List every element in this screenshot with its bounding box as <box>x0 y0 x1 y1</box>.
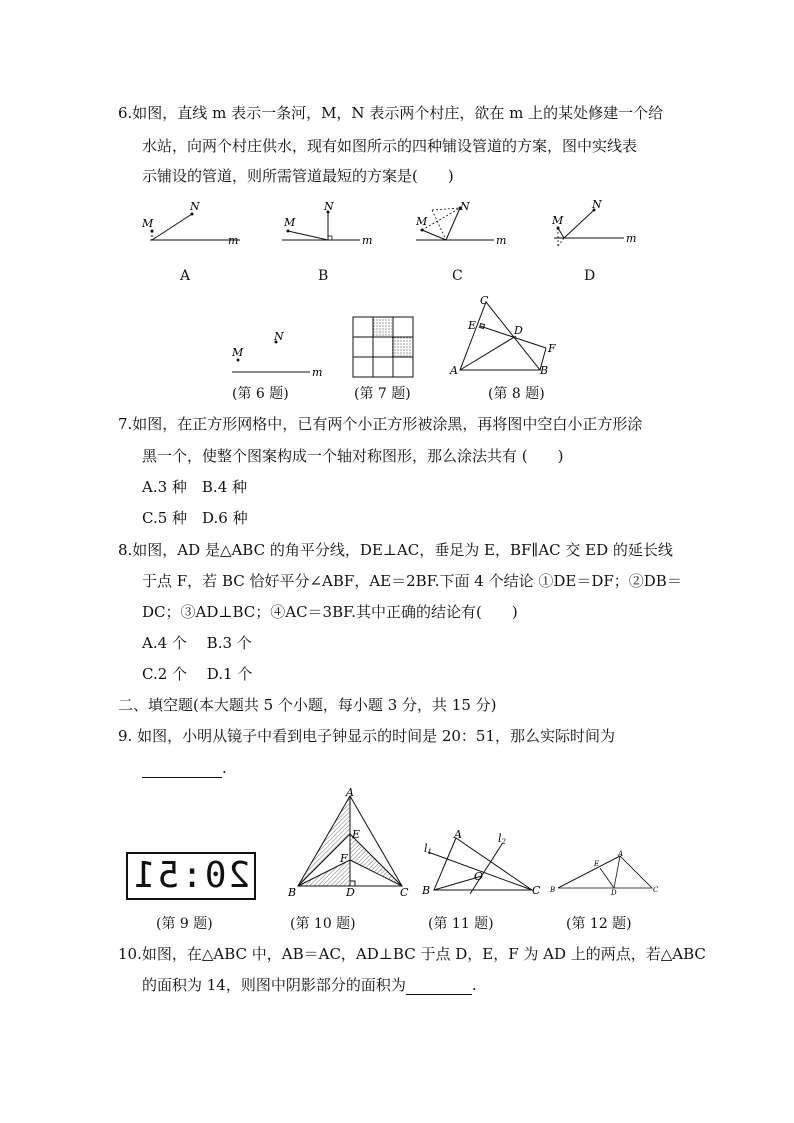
q8-options-1: A.4 个 B.3 个 <box>142 634 252 652</box>
caption-fig9: (第 9 题) <box>156 916 213 932</box>
q6-option-a: A <box>180 268 191 284</box>
q6-option-c: C <box>452 268 463 284</box>
label-B: B <box>540 364 549 377</box>
label-m: m <box>496 234 507 247</box>
caption-fig7: (第 7 题) <box>354 386 411 402</box>
q7-options-1: A.3 种 B.4 种 <box>142 478 248 496</box>
q6-figure-b <box>278 198 388 248</box>
label-m: m <box>362 234 373 247</box>
q10-line1: 10.如图，在△ABC 中，AB＝AC，AD⊥BC 于点 D，E，F 为 AD 上的两点，若△ABC <box>118 945 706 963</box>
q6-option-d: D <box>584 268 596 284</box>
q6-line1: 6.如图，直线 m 表示一条河，M，N 表示两个村庄，欲在 m 上的某处修建一个给 <box>118 104 664 122</box>
label-M: M <box>552 214 564 227</box>
figure-6 <box>228 330 328 378</box>
figure-10 <box>284 788 414 898</box>
caption-fig11: (第 11 题) <box>428 916 494 932</box>
figure-11 <box>420 828 546 900</box>
label-N: N <box>460 200 470 213</box>
q10-line2: 的面积为 14，则图中阴影部分的面积为 . <box>142 976 477 994</box>
label-l1: l1 <box>424 842 432 856</box>
figure-12 <box>548 848 664 896</box>
figure-8 <box>446 292 566 380</box>
q9-answer-blank: . <box>142 758 227 778</box>
caption-fig6: (第 6 题) <box>232 386 289 402</box>
section2-heading: 二、填空题(本大题共 5 个小题，每小题 3 分，共 15 分) <box>118 696 497 714</box>
label-D: D <box>611 889 617 896</box>
q6-line3: 示铺设的管道，则所需管道最短的方案是( ) <box>142 167 454 185</box>
q6-option-b: B <box>318 268 329 284</box>
q8-line2: 于点 F，若 BC 恰好平分∠ABF，AE＝2BF.下面 4 个结论 ①DE＝DF；②DB＝ <box>142 572 682 590</box>
label-N: N <box>324 200 334 213</box>
label-M: M <box>284 216 296 229</box>
label-F: F <box>548 342 556 355</box>
label-A: A <box>618 850 624 858</box>
q6-figure-c <box>410 198 520 248</box>
q7-line1: 7.如图，在正方形网格中，已有两个小正方形被涂黑，再将图中空白小正方形涂 <box>118 415 643 433</box>
label-O: O <box>474 870 484 883</box>
label-B: B <box>422 884 431 897</box>
label-m: m <box>228 234 239 247</box>
q10-line2-text: 的面积为 14，则图中阴影部分的面积为 <box>142 976 406 994</box>
q6-figure-a <box>140 198 250 248</box>
label-l2: l2 <box>498 832 506 846</box>
q8-line1: 8.如图，AD 是△ABC 的角平分线，DE⊥AC，垂足为 E，BF∥AC 交 ED 的延长线 <box>118 541 673 559</box>
caption-fig12: (第 12 题) <box>566 916 632 932</box>
caption-fig10: (第 10 题) <box>290 916 356 932</box>
label-N: N <box>592 198 602 211</box>
label-M: M <box>232 346 244 359</box>
q8-line3: DC；③AD⊥BC；④AC＝3BF.其中正确的结论有( ) <box>142 603 518 621</box>
label-m: m <box>312 366 323 378</box>
label-N: N <box>190 200 200 213</box>
label-A: A <box>454 828 462 841</box>
label-B: B <box>550 886 556 894</box>
q7-options-2: C.5 种 D.6 种 <box>142 509 248 527</box>
label-C: C <box>480 294 489 307</box>
label-m: m <box>626 232 637 245</box>
label-E: E <box>468 319 477 332</box>
label-N: N <box>274 330 284 343</box>
label-C: C <box>532 884 541 897</box>
q8-options-2: C.2 个 D.1 个 <box>142 665 253 683</box>
label-E: E <box>594 860 600 868</box>
label-F: F <box>340 852 348 865</box>
q7-line2: 黑一个，使整个图案构成一个轴对称图形，那么涂法共有 ( ) <box>142 447 564 465</box>
label-C: C <box>400 886 409 898</box>
clock-display: 20:51 <box>131 855 251 896</box>
label-D: D <box>346 886 355 898</box>
q6-line2: 水站，向两个村庄供水，现有如图所示的四种铺设管道的方案，图中实线表 <box>142 137 638 155</box>
label-D: D <box>514 324 523 337</box>
label-B: B <box>288 886 297 898</box>
q9-line1: 9. 如图，小明从镜子中看到电子钟显示的时间是 20：51，那么实际时间为 <box>118 727 616 745</box>
figure-7-grid <box>352 316 414 378</box>
label-E: E <box>352 828 361 841</box>
label-A: A <box>450 364 458 377</box>
q6-figure-d <box>546 198 656 248</box>
label-M: M <box>416 215 428 228</box>
label-C: C <box>653 886 659 894</box>
caption-fig8: (第 8 题) <box>488 386 545 402</box>
label-A: A <box>346 788 354 799</box>
label-M: M <box>142 217 154 230</box>
